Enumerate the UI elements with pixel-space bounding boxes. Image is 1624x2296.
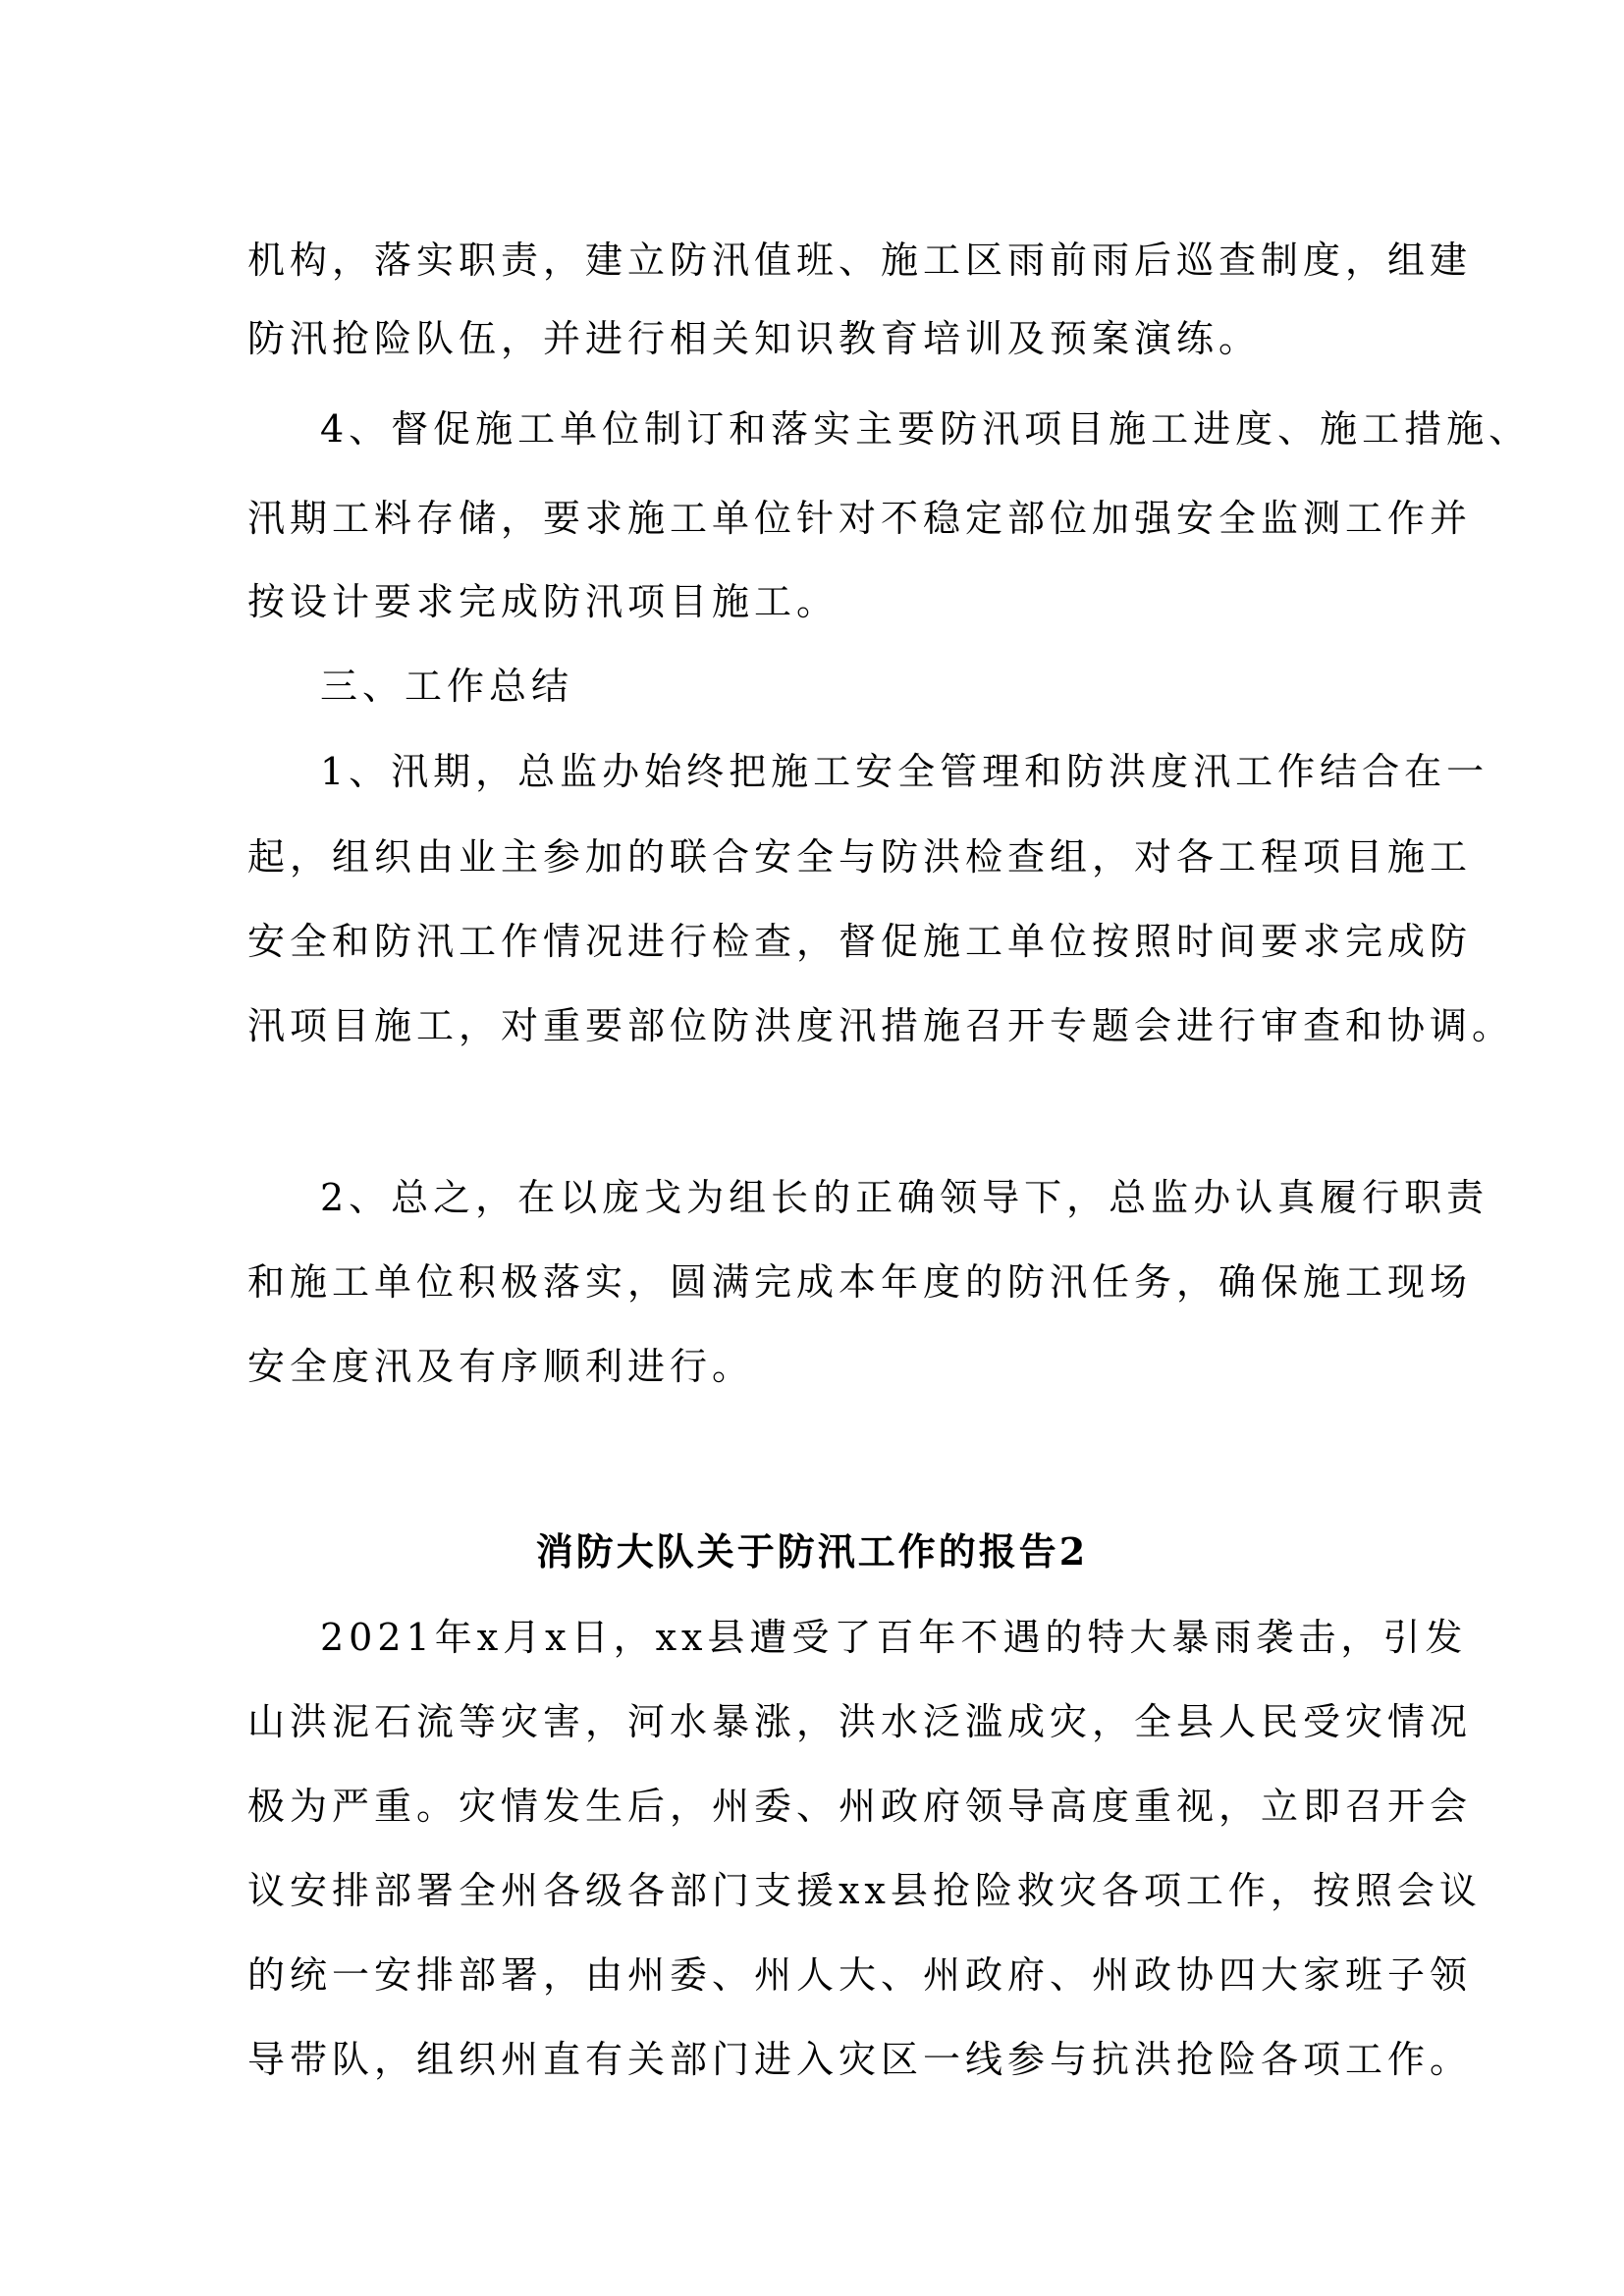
paragraph-line: 山洪泥石流等灾害，河水暴涨，洪水泛滥成灾，全县人民受灾情况 (247, 1700, 1473, 1743)
paragraph-line: 按设计要求完成防汛项目施工。 (247, 580, 839, 623)
paragraph-line: 汛项目施工，对重要部位防洪度汛措施召开专题会进行审查和协调。 (247, 1004, 1515, 1047)
paragraph-line: 和施工单位积极落实，圆满完成本年度的防汛任务，确保施工现场 (247, 1260, 1473, 1304)
paragraph-line: 机构，落实职责，建立防汛值班、施工区雨前雨后巡查制度，组建 (247, 239, 1473, 282)
paragraph-line: 导带队，组织州直有关部门进入灾区一线参与抗洪抢险各项工作。 (247, 2038, 1473, 2081)
paragraph-line: 议安排部署全州各级各部门支援xx县抢险救灾各项工作，按照会议 (247, 1869, 1482, 1912)
paragraph-line: 安全度汛及有序顺利进行。 (247, 1345, 755, 1388)
paragraph-line: 的统一安排部署，由州委、州人大、州政府、州政协四大家班子领 (247, 1953, 1473, 1997)
paragraph-line: 2、总之，在以庞戈为组长的正确领导下，总监办认真履行职责 (320, 1176, 1489, 1219)
paragraph-line: 极为严重。灾情发生后，州委、州政府领导高度重视，立即召开会 (247, 1785, 1473, 1828)
paragraph-line: 1、汛期，总监办始终把施工安全管理和防洪度汛工作结合在一 (320, 750, 1489, 793)
report-title: 消防大队关于防汛工作的报告2 (535, 1529, 1089, 1574)
paragraph-line: 4、督促施工单位制订和落实主要防汛项目施工进度、施工措施、 (320, 407, 1532, 451)
paragraph-line: 汛期工料存储，要求施工单位针对不稳定部位加强安全监测工作并 (247, 497, 1473, 540)
paragraph-line: 防汛抢险队伍，并进行相关知识教育培训及预案演练。 (247, 317, 1262, 360)
section-heading: 三、工作总结 (320, 665, 574, 708)
paragraph-line: 2021年x月x日，xx县遭受了百年不遇的特大暴雨袭击，引发 (320, 1616, 1468, 1659)
paragraph-line: 起，组织由业主参加的联合安全与防洪检查组，对各工程项目施工 (247, 835, 1473, 879)
paragraph-line: 安全和防汛工作情况进行检查，督促施工单位按照时间要求完成防 (247, 920, 1473, 963)
